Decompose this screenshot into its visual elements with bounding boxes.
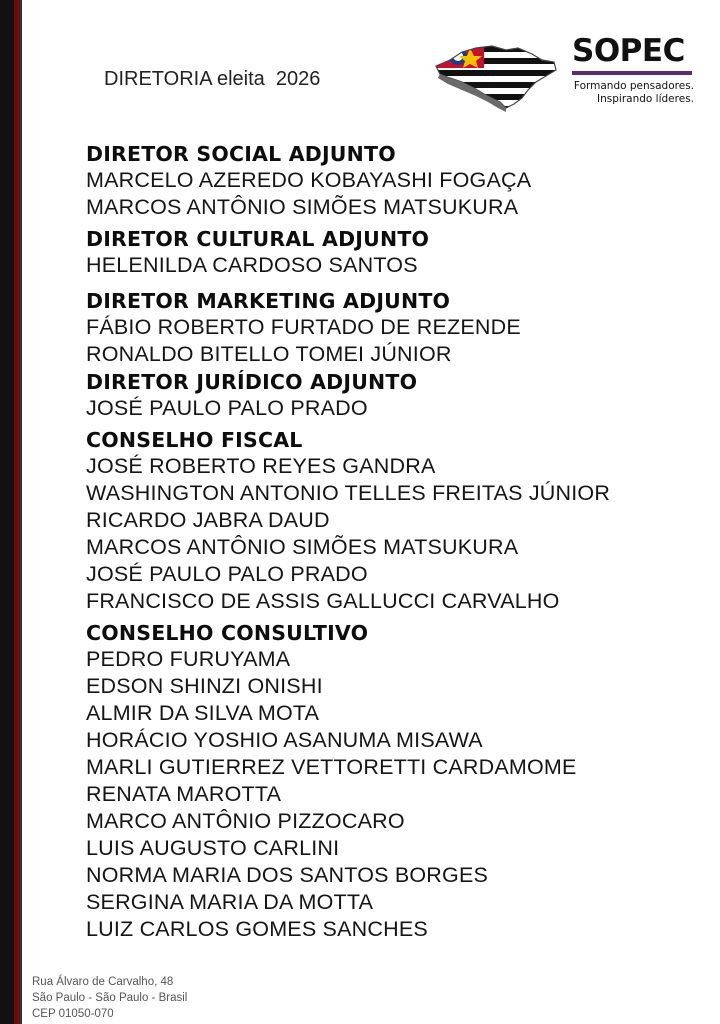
address-street: Rua Álvaro de Carvalho, 48 [32,976,174,988]
member-name: MARLI GUTIERREZ VETTORETTI CARDAMOME [86,755,577,779]
member-name: MARCOS ANTÔNIO SIMÕES MATSUKURA [86,535,519,559]
member-name: HELENILDA CARDOSO SANTOS [86,253,418,277]
member-name: JOSÉ PAULO PALO PRADO [86,562,368,586]
section-heading: DIRETOR CULTURAL ADJUNTO [86,227,430,251]
sopec-logo [572,34,694,106]
section-diretor-social-adjunto [86,142,706,221]
member-name: ALMIR DA SILVA MOTA [86,701,320,725]
section-conselho-fiscal [86,428,706,615]
brand-tagline [572,80,694,106]
section-heading: DIRETOR MARKETING ADJUNTO [86,289,451,313]
member-name: PEDRO FURUYAMA [86,647,291,671]
member-name: LUIZ CARLOS GOMES SANCHES [86,917,428,941]
section-heading: CONSELHO FISCAL [86,428,303,452]
member-name: RICARDO JABRA DAUD [86,508,330,532]
member-name: JOSÉ PAULO PALO PRADO [86,396,368,420]
address-postal-code: CEP 01050-070 [32,1008,114,1020]
member-name: MARCOS ANTÔNIO SIMÕES MATSUKURA [86,195,519,219]
member-name: NORMA MARIA DOS SANTOS BORGES [86,863,489,887]
sao-paulo-state-map-icon [432,38,560,114]
brand-name: SOPEC [572,33,685,69]
member-name: LUIS AUGUSTO CARLINI [86,836,340,860]
page-title: DIRETORIA eleita 2026 [104,68,321,90]
member-name: RENATA MAROTTA [86,782,282,806]
member-name: JOSÉ ROBERTO REYES GANDRA [86,454,436,478]
section-diretor-cultural-adjunto [86,227,706,279]
section-heading: CONSELHO CONSULTIVO [86,621,369,645]
address-footer [32,974,187,1022]
member-name: SERGINA MARIA DA MOTTA [86,890,374,914]
section-heading: DIRETOR SOCIAL ADJUNTO [86,142,396,166]
member-name: WASHINGTON ANTONIO TELLES FREITAS JÚNIOR [86,481,611,505]
member-name: MARCO ANTÔNIO PIZZOCARO [86,809,405,833]
section-heading: DIRETOR JURÍDICO ADJUNTO [86,370,418,394]
section-diretor-marketing-adjunto [86,289,706,368]
brand-underline [572,71,692,75]
brand-tagline-line-2: Inspirando líderes. [597,93,694,105]
brand-tagline-line-1: Formando pensadores. [573,80,694,92]
member-name: EDSON SHINZI ONISHI [86,674,323,698]
section-conselho-consultivo [86,621,706,943]
board-list [86,140,706,943]
address-city: São Paulo - São Paulo - Brasil [32,992,188,1004]
member-name: FÁBIO ROBERTO FURTADO DE REZENDE [86,315,521,339]
section-diretor-juridico-adjunto [86,370,706,422]
member-name: MARCELO AZEREDO KOBAYASHI FOGAÇA [86,168,532,192]
member-name: FRANCISCO DE ASSIS GALLUCCI CARVALHO [86,589,560,613]
left-border-edge [20,0,22,1024]
member-name: RONALDO BITELLO TOMEI JÚNIOR [86,342,452,366]
member-name: HORÁCIO YOSHIO ASANUMA MISAWA [86,728,483,752]
left-border-bar [0,0,14,1024]
